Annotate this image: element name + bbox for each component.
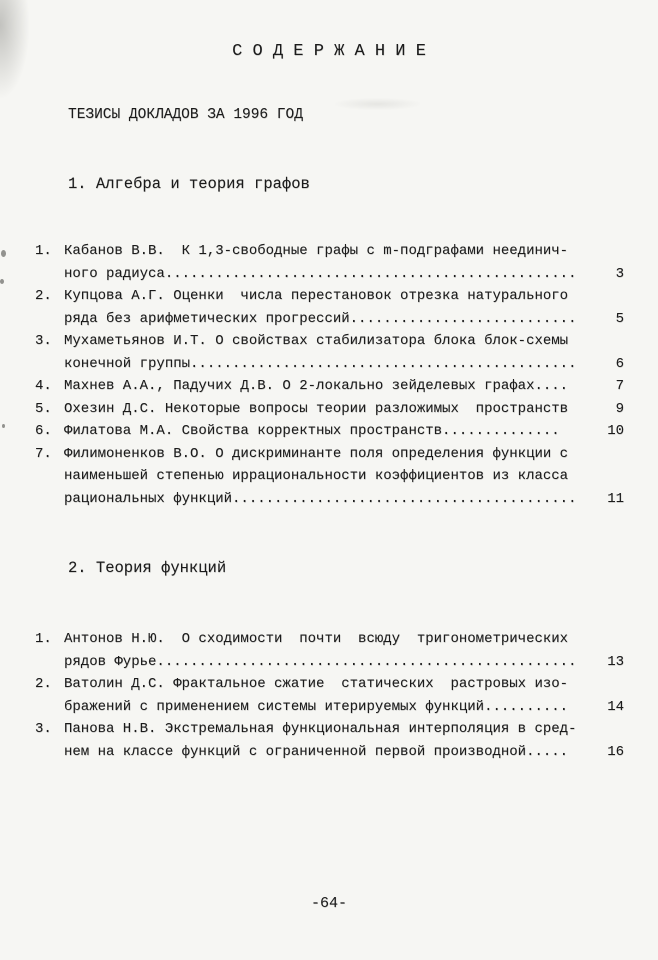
toc-list-section-2 xyxy=(0,628,658,763)
entry-body xyxy=(64,718,624,763)
entry-body xyxy=(64,285,624,330)
entry-line: Мухаметьянов И.Т. О свойствах стабилизатора блока блок-схемы xyxy=(64,333,569,349)
entry-tail: Филатова М.А. Свойства корректных пространств.............. xyxy=(64,423,560,439)
entry-tail: Махнев А.А., Падучих Д.В. О 2-локально зейделевых графах.... xyxy=(64,378,569,394)
entry-body xyxy=(64,330,624,375)
toc-entry xyxy=(35,330,624,375)
entry-number: 6. xyxy=(35,423,52,439)
page-title: С О Д Е Р Ж А Н И Е xyxy=(232,42,426,61)
toc-entry xyxy=(35,375,624,398)
toc-entry xyxy=(35,673,624,718)
entry-last-line xyxy=(64,420,624,443)
entry-tail: нем на классе функций с ограниченной первой производной..... xyxy=(64,743,569,760)
section-heading-algebra: 1. Алгебра и теория графов xyxy=(68,175,310,193)
entry-number: 1. xyxy=(35,631,52,647)
toc-entry xyxy=(35,718,624,763)
entry-line: Филимоненков В.О. О дискриминанте поля определения функции с xyxy=(64,445,569,462)
entry-page-number: 10 xyxy=(607,423,624,439)
entry-number: 3. xyxy=(35,721,52,737)
entry-line: Антонов Н.Ю. О сходимости почти всюду тригонометрических xyxy=(64,631,569,647)
entry-page-number: 6 xyxy=(615,355,624,372)
entry-body xyxy=(64,443,624,511)
entry-line: Ватолин Д.С. Фрактальное сжатие статических растровых изо- xyxy=(64,676,569,692)
entry-last-line xyxy=(64,375,624,398)
folio-page-number: -64- xyxy=(310,895,347,912)
entry-line: Панова Н.В. Экстремальная функциональная интерполяция в сред- xyxy=(64,721,577,737)
entry-line: Купцова А.Г. Оценки числа перестановок отрезка натурального xyxy=(64,288,569,304)
entry-tail: бражений с применением системы итерируемых функций.......... xyxy=(64,698,569,715)
entry-number: 7. xyxy=(35,445,52,462)
entry-tail: Охезин Д.С. Некоторые вопросы теории разложимых пространств xyxy=(64,400,569,417)
entry-tail: конечной группы.............................................. xyxy=(64,355,577,372)
toc-list-section-1 xyxy=(0,240,658,510)
entry-number: 3. xyxy=(35,333,52,349)
entry-tail: рациональных функций......................................... xyxy=(64,490,577,507)
entry-last-line xyxy=(64,741,624,764)
toc-entry xyxy=(35,420,624,443)
entry-page-number: 5 xyxy=(615,310,624,327)
toc-entry xyxy=(35,443,624,511)
entry-body xyxy=(64,673,624,718)
entry-page-number: 11 xyxy=(607,490,624,507)
entry-body xyxy=(64,420,624,443)
entry-page-number: 13 xyxy=(607,653,624,670)
entry-last-line xyxy=(64,308,624,331)
entry-number: 5. xyxy=(35,400,52,417)
entry-page-number: 16 xyxy=(607,743,624,760)
entry-last-line xyxy=(64,398,624,421)
entry-page-number: 7 xyxy=(615,378,624,394)
entry-line: Кабанов В.В. К 1,3-свободные графы с m-подграфами неединич- xyxy=(64,243,569,259)
toc-entry xyxy=(35,240,624,285)
section-heading-function-theory: 2. Теория функций xyxy=(68,559,227,577)
entry-line: наименьшей степенью иррациональности коэффициентов из класса xyxy=(64,468,569,484)
entry-number: 4. xyxy=(35,378,52,394)
collection-title: ТЕЗИСЫ ДОКЛАДОВ ЗА 1996 ГОД xyxy=(68,107,303,123)
entry-last-line xyxy=(64,651,624,674)
entry-last-line xyxy=(64,696,624,719)
entry-body xyxy=(64,240,624,285)
entry-body xyxy=(64,398,624,421)
toc-entry xyxy=(35,628,624,673)
entry-number: 2. xyxy=(35,288,52,304)
entry-last-line xyxy=(64,353,624,376)
toc-entry xyxy=(35,285,624,330)
entry-last-line xyxy=(64,488,624,511)
entry-tail: рядов Фурье.................................................. xyxy=(64,653,577,670)
entry-body xyxy=(64,628,624,673)
entry-body xyxy=(64,375,624,398)
entry-page-number: 9 xyxy=(615,400,624,417)
toc-entry xyxy=(35,398,624,421)
entry-number: 1. xyxy=(35,243,52,259)
entry-page-number: 3 xyxy=(615,265,624,282)
entry-tail: ного радиуса................................................. xyxy=(64,265,577,282)
entry-number: 2. xyxy=(35,676,52,692)
entry-page-number: 14 xyxy=(607,698,624,715)
entry-last-line xyxy=(64,263,624,286)
entry-tail: ряда без арифметических прогрессий........................... xyxy=(64,310,577,327)
